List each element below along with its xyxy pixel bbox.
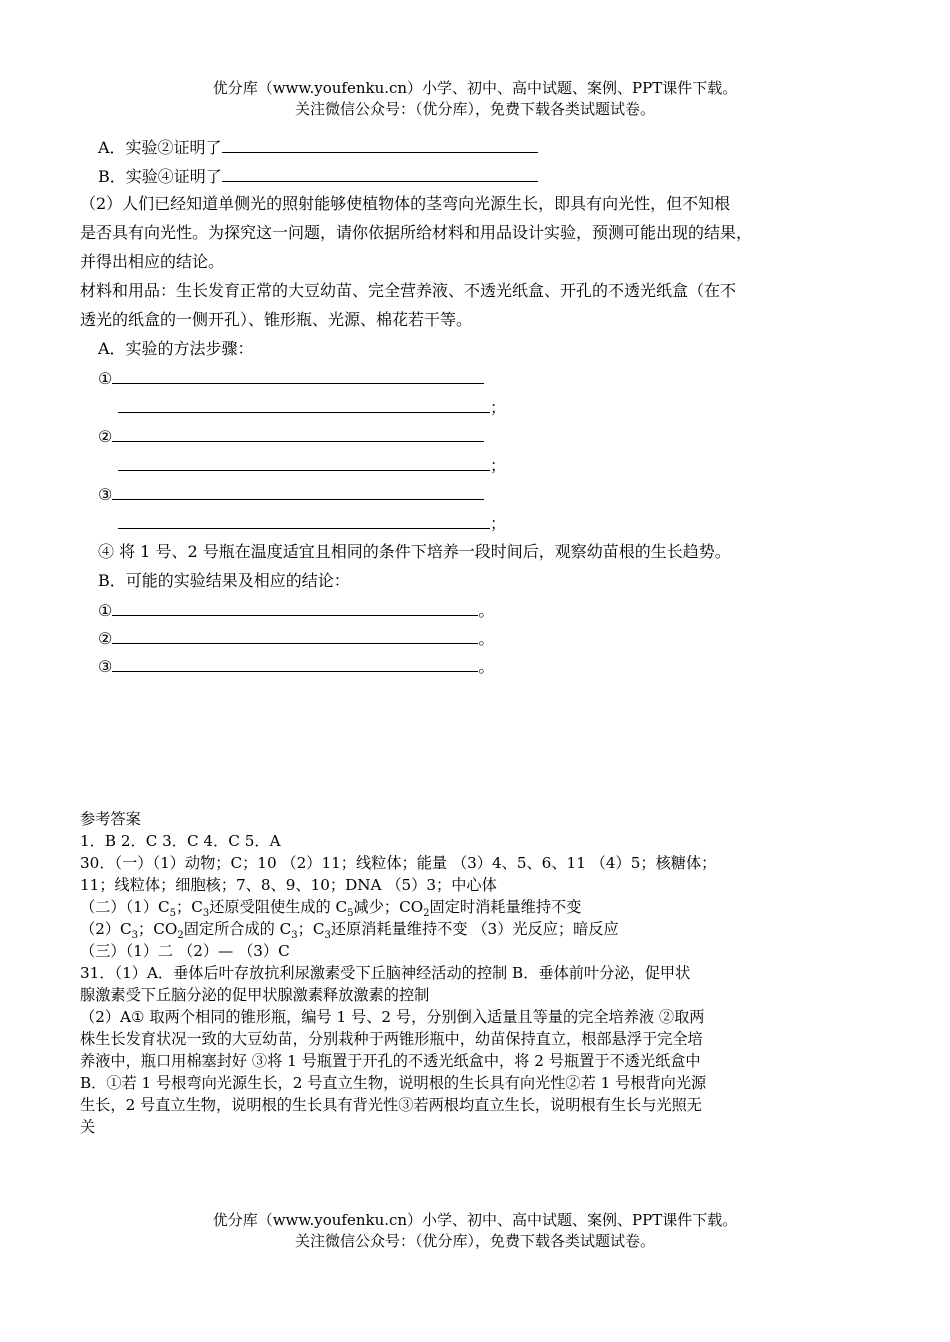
answer-blank (118, 395, 490, 413)
text-part: 还原受阻使生成的 C (209, 898, 348, 916)
footer-line-2: 关注微信公众号：（优分库），免费下载各类试题试卷。 (294, 1232, 655, 1250)
question-a-line (98, 135, 538, 160)
subscript: 3 (324, 930, 331, 942)
step-marker: ① (98, 369, 113, 388)
subscript: 3 (131, 930, 139, 942)
period: 。 (478, 629, 495, 648)
header-line-1: 优分库（www.youfenku.cn）小学、初中、高中试题、案例、PPT课件下载。 (212, 79, 738, 97)
text-part: 固定所合成的 C (183, 920, 292, 938)
subscript: 3 (291, 930, 298, 942)
step-1-continuation (118, 395, 506, 420)
answers-title: 参考答案 (80, 810, 141, 828)
text-part: ；C (297, 920, 325, 938)
part2-line-3: 并得出相应的结论。 (80, 252, 225, 271)
answer-blank (112, 482, 484, 500)
answers-line-3: 11；线粒体；细胞核；7、8、9、10；DNA （5）3；中心体 (80, 876, 497, 894)
answer-blank (112, 626, 478, 644)
step-marker: ③ (98, 657, 113, 676)
subscript: 2 (177, 930, 184, 942)
method-title: A．实验的方法步骤： (98, 339, 254, 358)
step-2-continuation (118, 453, 506, 478)
semicolon: ； (490, 514, 507, 533)
answers-line-14: 关 (80, 1118, 96, 1136)
answer-blank (112, 654, 478, 672)
answers-line-2: 30．（一）（1）动物；C；10 （2）11；线粒体；能量 （3）4、5、6、11 （4）5；核糖体； (80, 854, 717, 872)
answer-blank (118, 511, 490, 529)
subscript: 2 (423, 908, 430, 920)
result-1-line (98, 598, 494, 623)
step-4-line: ④ 将 1 号、2 号瓶在温度适宜且相同的条件下培养一段时间后，观察幼苗根的生长趋势。 (98, 542, 731, 561)
part2-line-1: （2）人们已经知道单侧光的照射能够使植物体的茎弯向光源生长，即具有向光性，但不知根 (80, 194, 731, 213)
answers-line-1: 1．B 2．C 3．C 4．C 5．A (80, 832, 281, 850)
materials-line-2: 透光的纸盒的一侧开孔）、锥形瓶、光源、棉花若干等。 (80, 310, 473, 329)
answers-line-4 (80, 896, 581, 918)
answers-line-13: 生长，2 号直立生物，说明根的生长具有背光性③若两根均直立生长，说明根有生长与光照无 (80, 1096, 702, 1114)
text-part: ；C (176, 898, 203, 916)
answers-line-6: （三）（1）二 （2）— （3）C (80, 942, 290, 960)
period: 。 (478, 601, 495, 620)
step-marker: ② (98, 427, 113, 446)
step-marker: ① (98, 601, 113, 620)
answers-line-10: 株生长发育状况一致的大豆幼苗，分别栽种于两锥形瓶中，幼苗保持直立，根部悬浮于完全培 (80, 1030, 703, 1048)
answers-line-8: 腺激素受下丘脑分泌的促甲状腺激素释放激素的控制 (80, 986, 430, 1004)
answers-line-5 (80, 918, 619, 940)
answers-line-12: B．①若 1 号根弯向光源生长，2 号直立生物，说明根的生长具有向光性②若 1 号根背向光源 (80, 1074, 707, 1092)
subscript: 5 (347, 908, 354, 920)
step-marker: ③ (98, 485, 113, 504)
result-title: B．可能的实验结果及相应的结论： (98, 571, 350, 590)
semicolon: ； (490, 398, 507, 417)
footer-line-1: 优分库（www.youfenku.cn）小学、初中、高中试题、案例、PPT课件下载。 (212, 1211, 738, 1229)
header-line-2: 关注微信公众号：（优分库），免费下载各类试题试卷。 (294, 100, 655, 118)
answer-blank (112, 424, 484, 442)
step-1-line (98, 366, 484, 391)
answers-line-7: 31．（1）A．垂体后叶存放抗利尿激素受下丘脑神经活动的控制 B．垂体前叶分泌，促甲状 (80, 964, 691, 982)
text-part: ；CO (138, 920, 178, 938)
result-2-line (98, 626, 494, 651)
answer-blank (112, 366, 484, 384)
period: 。 (478, 657, 495, 676)
text-part: 固定时消耗量维持不变 (429, 898, 582, 916)
question-b-label: B．实验④证明了 (98, 167, 222, 186)
part2-line-2: 是否具有向光性。为探究这一问题，请你依据所给材料和用品设计实验，预测可能出现的结果， (80, 223, 753, 242)
text-part: 减少；CO (353, 898, 424, 916)
answer-blank (118, 453, 490, 471)
question-a-label: A．实验②证明了 (98, 138, 222, 157)
text-part: （二）（1）C (80, 898, 170, 916)
question-b-line (98, 164, 538, 189)
step-2-line (98, 424, 484, 449)
step-marker: ② (98, 629, 113, 648)
materials-line-1: 材料和用品：生长发育正常的大豆幼苗、完全营养液、不透光纸盒、开孔的不透光纸盒（在不 (80, 281, 737, 300)
step-3-continuation (118, 511, 506, 536)
answers-line-9: （2）A① 取两个相同的锥形瓶，编号 1 号、2 号，分别倒入适量且等量的完全培养液 ②取两 (80, 1008, 705, 1026)
semicolon: ； (490, 456, 507, 475)
result-3-line (98, 654, 494, 679)
text-part: （2）C (80, 920, 132, 938)
answer-blank (222, 135, 538, 153)
subscript: 3 (202, 908, 210, 920)
text-part: 还原消耗量维持不变 （3）光反应；暗反应 (330, 920, 619, 938)
step-3-line (98, 482, 484, 507)
answers-line-11: 养液中，瓶口用棉塞封好 ③将 1 号瓶置于开孔的不透光纸盒中，将 2 号瓶置于不透光纸盒中 (80, 1052, 701, 1070)
answer-blank (222, 164, 538, 182)
subscript: 5 (169, 908, 176, 920)
answer-blank (112, 598, 478, 616)
